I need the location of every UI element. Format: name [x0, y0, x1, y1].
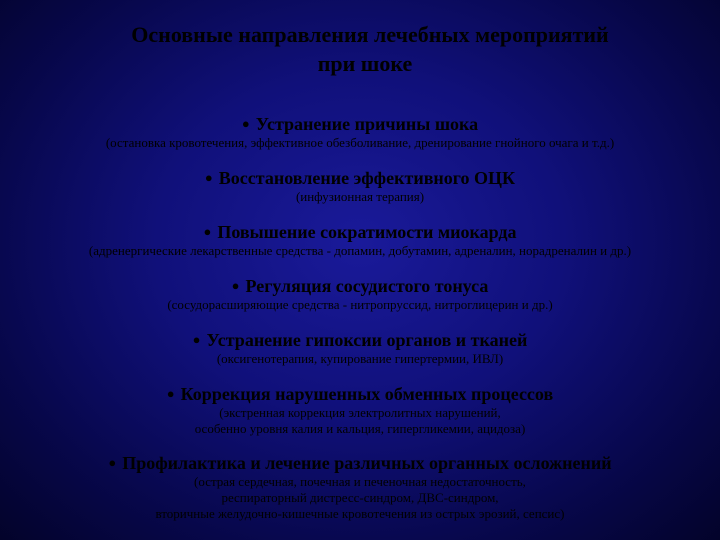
measure-note [0, 189, 720, 205]
measure-heading: Устранение гипоксии органов и тканей [206, 330, 528, 350]
measure-heading: Устранение причины шока [255, 114, 479, 134]
measure-note-line: (адренергические лекарственные средства - допамин, добутамин, адреналин, норадреналин и др.) [88, 243, 632, 258]
measure-note-line: (инфузионная терапия) [295, 189, 425, 204]
title-line-2: при шоке [317, 51, 413, 76]
measure-note-line: (острая сердечная, почечная и печеночная недостаточность, [194, 474, 526, 489]
measure-item-volume [0, 167, 720, 205]
measure-heading: Коррекция нарушенных обменных процессов [180, 384, 554, 404]
measure-note-line: (сосудорасширяющие средства - нитропруссид, нитроглицерин и др.) [167, 297, 553, 312]
measure-item-complications [0, 452, 720, 522]
measure-note-line: особенно уровня калия и кальция, гипергликемии, ацидоза) [194, 421, 526, 436]
bullet-icon: ● [203, 224, 212, 239]
measure-heading: Восстановление эффективного ОЦК [218, 168, 516, 188]
bullet-icon: ● [231, 278, 240, 293]
measure-item-contractility [0, 221, 720, 259]
measure-note-line: (экстренная коррекция электролитных нарушений, [219, 405, 501, 420]
measure-item-vascular-tone [0, 275, 720, 313]
bullet-icon: ● [166, 386, 175, 401]
measure-item-metabolic [0, 383, 720, 437]
measure-note-line: (оксигенотерапия, купирование гипертермии, ИВЛ) [216, 351, 504, 366]
measure-heading: Повышение сократимости миокарда [217, 222, 517, 242]
bullet-icon: ● [241, 116, 250, 131]
bullet-icon: ● [204, 170, 213, 185]
measure-note-line: (остановка кровотечения, эффективное обезболивание, дренирование гнойного очага и т.д.) [105, 135, 615, 150]
measure-note-line: вторичные желудочно-кишечные кровотечения из острых эрозий, сепсис) [155, 506, 565, 521]
measure-note-line: респираторный дистресс-синдром, ДВС-синдром, [221, 490, 499, 505]
bullet-icon: ● [108, 455, 117, 470]
measure-note [0, 135, 720, 151]
title-line-1: Основные направления лечебных мероприятий [131, 22, 609, 47]
measure-note [0, 243, 720, 259]
measure-item-cause [0, 113, 720, 151]
slide-title [0, 20, 720, 78]
bullet-icon: ● [192, 332, 201, 347]
measure-item-hypoxia [0, 329, 720, 367]
measure-heading: Регуляция сосудистого тонуса [245, 276, 489, 296]
measure-note [0, 474, 720, 522]
measure-note [0, 405, 720, 437]
measure-note [0, 351, 720, 367]
measure-heading: Профилактика и лечение различных органных осложнений [122, 453, 612, 473]
measure-note [0, 297, 720, 313]
